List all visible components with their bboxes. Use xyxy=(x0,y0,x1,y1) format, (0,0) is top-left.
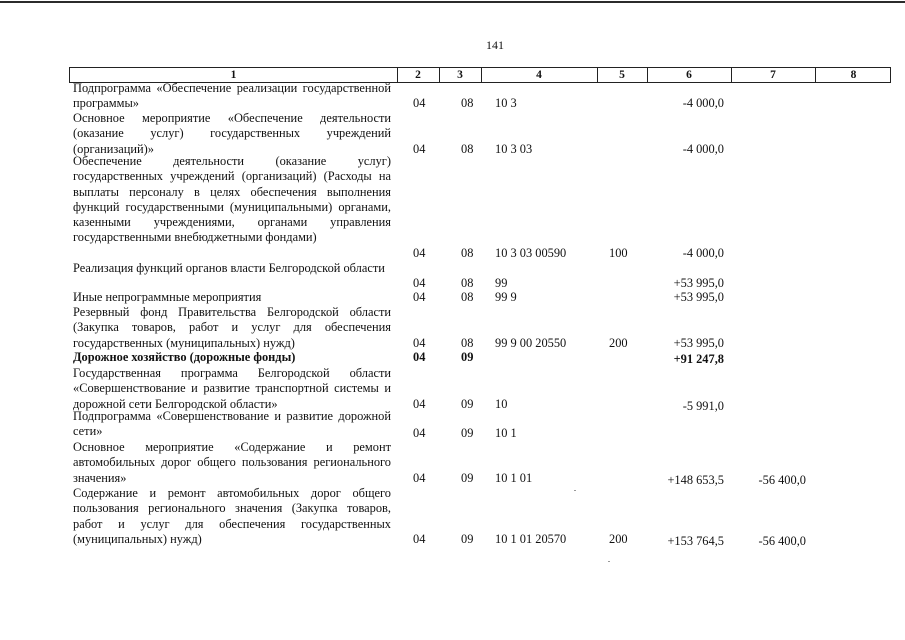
row-amount: -4 000,0 xyxy=(682,96,724,110)
row-target-article: 10 1 01 20570 xyxy=(495,532,567,546)
row-target-article: 99 9 00 20550 xyxy=(495,336,567,350)
row-section-code: 04 xyxy=(413,532,426,546)
row-subsection-code: 08 xyxy=(461,246,474,260)
column-header-6: 6 xyxy=(686,69,692,81)
top-border-line xyxy=(0,1,905,3)
page-number: 141 xyxy=(486,38,504,52)
row-target-article: 10 3 xyxy=(495,96,517,110)
column-header-4: 4 xyxy=(536,69,542,81)
row-target-article: 10 xyxy=(495,397,508,411)
column-header-2: 2 xyxy=(415,69,421,81)
row-description: Реализация функций органов власти Белгородской области xyxy=(73,261,385,275)
row-section-code: 04 xyxy=(413,276,426,290)
row-subsection-code: 08 xyxy=(461,142,474,156)
row-section-code: 04 xyxy=(413,336,426,350)
row-section-code: 04 xyxy=(413,96,426,110)
row-amount-next-year: -56 400,0 xyxy=(758,534,806,548)
row-section-code: 04 xyxy=(413,350,426,364)
row-amount: +53 995,0 xyxy=(673,290,724,304)
row-description: Основное мероприятие «Содержание и ремонт автомобильных дорог общего пользования регионального значения» xyxy=(73,440,391,485)
scan-speck xyxy=(574,490,576,491)
row-target-article: 99 xyxy=(495,276,508,290)
row-target-article: 99 9 xyxy=(495,290,517,304)
row-section-code: 04 xyxy=(413,426,426,440)
column-header-3: 3 xyxy=(457,69,463,81)
row-description: Резервный фонд Правительства Белгородской области (Закупка товаров, работ и услуг для обеспечения государственных (муниципальных) нужд) xyxy=(73,305,391,350)
row-description: Иные непрограммные мероприятия xyxy=(73,290,262,304)
column-header-7: 7 xyxy=(770,69,776,81)
row-expense-type: 200 xyxy=(609,336,628,350)
row-amount: +153 764,5 xyxy=(667,534,724,548)
row-expense-type: 200 xyxy=(609,532,628,546)
row-section-code: 04 xyxy=(413,397,426,411)
row-description: Содержание и ремонт автомобильных дорог общего пользования регионального значения (Закупка товаров, работ и услуг для обеспечения государственных (муниципальных) нужд) xyxy=(73,486,391,546)
column-header-5: 5 xyxy=(619,69,625,81)
row-description: Основное мероприятие «Обеспечение деятельности (оказание услуг) государственных учреждений (организаций)» xyxy=(73,111,391,156)
row-subsection-code: 08 xyxy=(461,96,474,110)
row-target-article: 10 1 xyxy=(495,426,517,440)
row-target-article: 10 3 03 xyxy=(495,142,533,156)
row-description: Дорожное хозяйство (дорожные фонды) xyxy=(73,350,296,364)
column-header-1: 1 xyxy=(230,69,237,81)
row-section-code: 04 xyxy=(413,142,426,156)
row-subsection-code: 09 xyxy=(461,350,474,364)
row-subsection-code: 09 xyxy=(461,426,474,440)
row-amount: -5 991,0 xyxy=(682,399,724,413)
row-subsection-code: 09 xyxy=(461,532,474,546)
row-amount: +148 653,5 xyxy=(667,473,724,487)
row-target-article: 10 3 03 00590 xyxy=(495,246,567,260)
row-amount-next-year: -56 400,0 xyxy=(758,473,806,487)
row-description: Государственная программа Белгородской области «Совершенствование и развитие транспортной системы и дорожной сети Белгородской области» xyxy=(73,366,391,411)
row-section-code: 04 xyxy=(413,246,426,260)
row-subsection-code: 08 xyxy=(461,290,474,304)
row-section-code: 04 xyxy=(413,290,426,304)
row-description: Обеспечение деятельности (оказание услуг) государственных учреждений (организаций) (Расходы на выплаты персоналу в целях обеспечения выполнения функций государственными (муниципальными) органами, казенными учреждениями, органами управления государственными внебюджетными фондами) xyxy=(73,154,391,245)
row-target-article: 10 1 01 xyxy=(495,471,533,485)
row-expense-type: 100 xyxy=(609,246,628,260)
scan-speck xyxy=(608,561,610,562)
row-description: Подпрограмма «Обеспечение реализации государственной программы» xyxy=(73,81,391,111)
row-subsection-code: 09 xyxy=(461,471,474,485)
row-subsection-code: 08 xyxy=(461,276,474,290)
column-header-8: 8 xyxy=(850,69,857,81)
row-amount: -4 000,0 xyxy=(682,246,724,260)
row-section-code: 04 xyxy=(413,471,426,485)
row-amount: +91 247,8 xyxy=(673,352,724,366)
row-description: Подпрограмма «Совершенствование и развитие дорожной сети» xyxy=(73,409,391,439)
row-subsection-code: 09 xyxy=(461,397,474,411)
row-amount: +53 995,0 xyxy=(673,336,724,350)
row-amount: +53 995,0 xyxy=(673,276,724,290)
row-subsection-code: 08 xyxy=(461,336,474,350)
row-amount: -4 000,0 xyxy=(682,142,724,156)
